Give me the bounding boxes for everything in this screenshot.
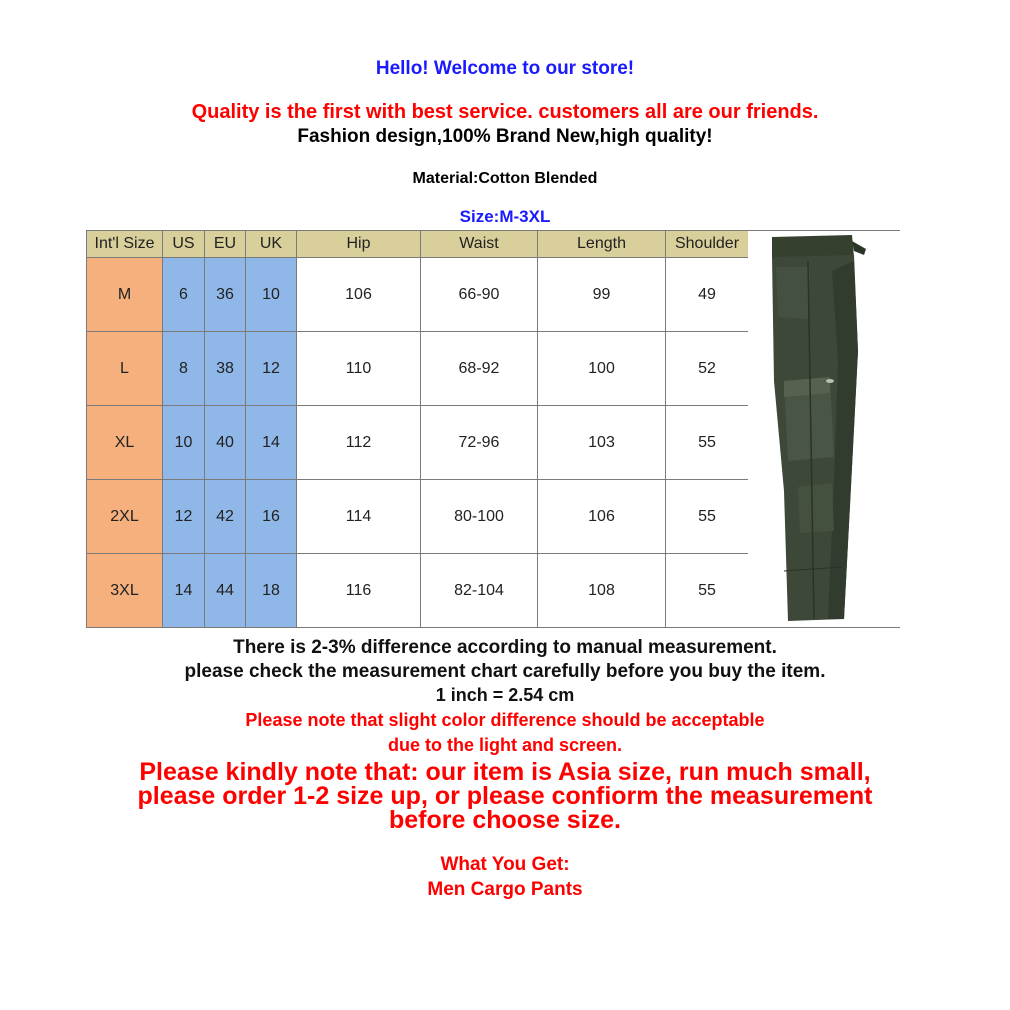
cell-eu: 36 bbox=[205, 258, 246, 332]
check-chart-text: please check the measurement chart carefully before you buy the item. bbox=[184, 661, 826, 682]
cell-hip: 114 bbox=[297, 480, 421, 554]
cell-length: 108 bbox=[538, 554, 666, 628]
table-row bbox=[87, 332, 749, 406]
cell-waist: 66-90 bbox=[421, 258, 538, 332]
col-header-shoulder: Shoulder bbox=[666, 231, 749, 258]
col-header-length: Length bbox=[538, 231, 666, 258]
asia-size-note-line-1: Please kindly note that: our item is Asia size, run much small, bbox=[139, 758, 871, 786]
cell-eu: 44 bbox=[205, 554, 246, 628]
col-header-eu: EU bbox=[205, 231, 246, 258]
cell-intl-size: 2XL bbox=[87, 480, 163, 554]
cell-uk: 14 bbox=[246, 406, 297, 480]
cell-us: 10 bbox=[163, 406, 205, 480]
cell-eu: 38 bbox=[205, 332, 246, 406]
cell-hip: 116 bbox=[297, 554, 421, 628]
cell-shoulder: 49 bbox=[666, 258, 749, 332]
welcome-text: Hello! Welcome to our store! bbox=[375, 58, 635, 79]
col-header-uk: UK bbox=[246, 231, 297, 258]
size-range-text: Size:M-3XL bbox=[459, 207, 551, 226]
cell-waist: 82-104 bbox=[421, 554, 538, 628]
table-row bbox=[87, 554, 749, 628]
product-photo bbox=[748, 230, 900, 628]
measurement-difference-text: There is 2-3% difference according to manual measurement. bbox=[233, 637, 777, 658]
cell-intl-size: 3XL bbox=[87, 554, 163, 628]
table-row bbox=[87, 258, 749, 332]
cell-length: 106 bbox=[538, 480, 666, 554]
col-header-waist: Waist bbox=[421, 231, 538, 258]
cell-eu: 40 bbox=[205, 406, 246, 480]
cell-shoulder: 55 bbox=[666, 480, 749, 554]
inch-conversion-text: 1 inch = 2.54 cm bbox=[435, 685, 575, 705]
quality-text: Quality is the first with best service. customers all are our friends. bbox=[191, 101, 819, 123]
color-difference-reason-text: due to the light and screen. bbox=[387, 735, 623, 755]
col-header-hip: Hip bbox=[297, 231, 421, 258]
size-chart-header-row bbox=[87, 231, 749, 258]
col-header-intl-size: Int'l Size bbox=[87, 231, 163, 258]
cell-intl-size: M bbox=[87, 258, 163, 332]
cell-waist: 72-96 bbox=[421, 406, 538, 480]
cell-eu: 42 bbox=[205, 480, 246, 554]
table-row bbox=[87, 406, 749, 480]
cell-hip: 110 bbox=[297, 332, 421, 406]
cell-hip: 112 bbox=[297, 406, 421, 480]
what-you-get-item: Men Cargo Pants bbox=[427, 879, 583, 900]
cell-us: 12 bbox=[163, 480, 205, 554]
cell-us: 14 bbox=[163, 554, 205, 628]
col-header-us: US bbox=[163, 231, 205, 258]
cell-uk: 10 bbox=[246, 258, 297, 332]
cell-length: 100 bbox=[538, 332, 666, 406]
material-text: Material:Cotton Blended bbox=[412, 170, 598, 187]
color-difference-text: Please note that slight color difference should be acceptable bbox=[245, 710, 765, 730]
cell-length: 99 bbox=[538, 258, 666, 332]
cell-shoulder: 52 bbox=[666, 332, 749, 406]
asia-size-note-line-3: before choose size. bbox=[388, 806, 622, 834]
cell-shoulder: 55 bbox=[666, 406, 749, 480]
cell-hip: 106 bbox=[297, 258, 421, 332]
cell-uk: 12 bbox=[246, 332, 297, 406]
size-chart-table bbox=[86, 230, 749, 628]
cell-intl-size: L bbox=[87, 332, 163, 406]
cell-uk: 18 bbox=[246, 554, 297, 628]
cell-intl-size: XL bbox=[87, 406, 163, 480]
cell-us: 6 bbox=[163, 258, 205, 332]
cell-waist: 68-92 bbox=[421, 332, 538, 406]
fashion-text: Fashion design,100% Brand New,high quality! bbox=[297, 126, 713, 147]
cell-us: 8 bbox=[163, 332, 205, 406]
cell-uk: 16 bbox=[246, 480, 297, 554]
cell-waist: 80-100 bbox=[421, 480, 538, 554]
cell-shoulder: 55 bbox=[666, 554, 749, 628]
table-row bbox=[87, 480, 749, 554]
what-you-get-label: What You Get: bbox=[440, 854, 570, 875]
cell-length: 103 bbox=[538, 406, 666, 480]
cargo-pants-icon bbox=[748, 231, 900, 627]
asia-size-note-line-2: please order 1-2 size up, or please confiorm the measurement bbox=[137, 782, 873, 810]
